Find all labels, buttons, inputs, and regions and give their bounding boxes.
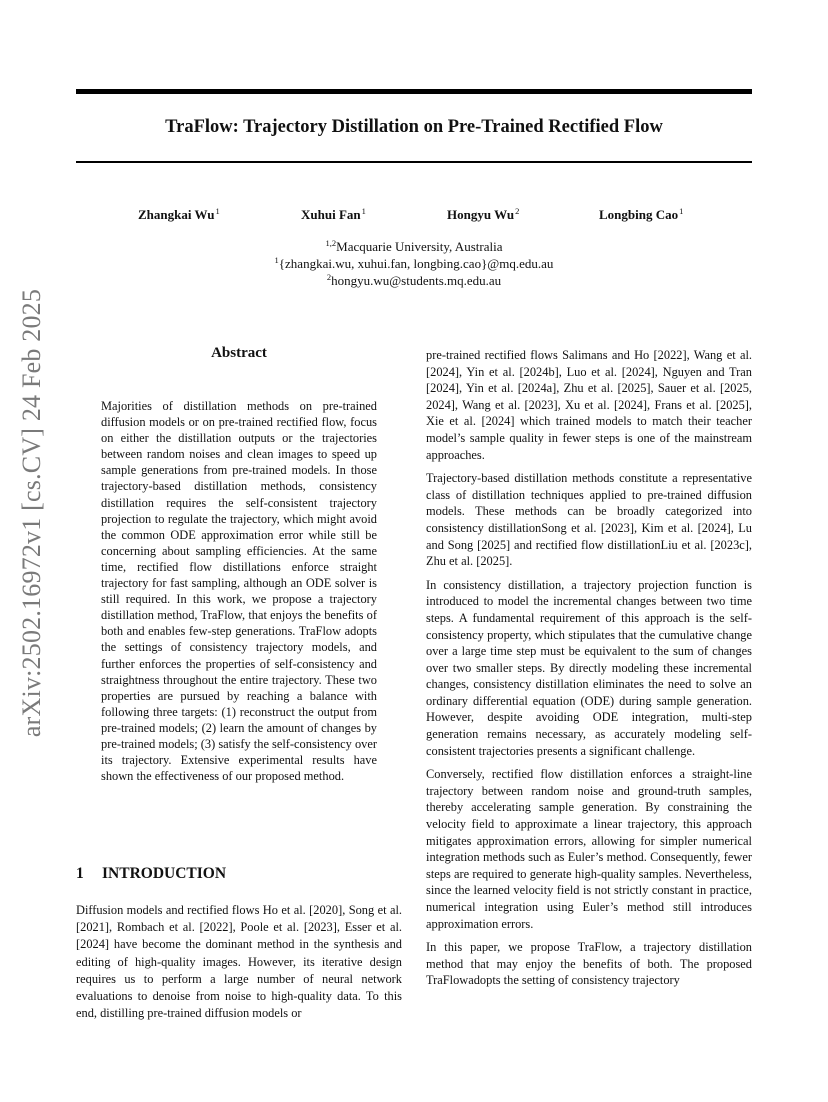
section-title: INTRODUCTION bbox=[102, 865, 227, 882]
author-2 bbox=[301, 206, 366, 223]
abstract-heading: Abstract bbox=[211, 345, 267, 361]
author-1 bbox=[138, 206, 220, 223]
affiliation-1 bbox=[76, 238, 752, 255]
intro-paragraph-1: Diffusion models and rectified flows Ho et al. [2020], Song et al. [2021], Rombach et al. [2022], Poole et al. [2023], Esser et al. [2024] have become the dominant method in the synthesis and editing of high-quality images. However, its iterative design requires us to perform a large number of neural network evaluations to denoise from noise to high-quality data. To this end, distilling pre-trained diffusion models or bbox=[76, 903, 402, 1021]
author-name: Xuhui Fan bbox=[301, 207, 361, 222]
intro-paragraph-trajectory: Trajectory-based distillation methods constitute a representative class of distillation techniques applied to pre-trained diffusion models. These methods can be broadly categorized into consistency distillationSong et al. [2023], Kim et al. [2024], Lu and Song [2025] and rectified flow distillationLiu et al. [2023c], Zhu et al. [2025]. bbox=[426, 471, 752, 569]
author-affil-mark: 2 bbox=[515, 206, 520, 216]
affiliation-mark: 1 bbox=[274, 255, 279, 265]
author-name: Longbing Cao bbox=[599, 207, 679, 222]
affiliation-2 bbox=[76, 255, 752, 272]
intro-paragraph-continued: pre-trained rectified flows Salimans and Ho [2022], Wang et al. [2024], Yin et al. [2024b], Luo et al. [2024], Nguyen and Tran [2024], Yin et al. [2024a], Zhu et al. [2025], Sauer et al. [2025, 2024], Wang et al. [2023], Xu et al. [2024], Frans et al. [2025], Xie et al. [2024] which trained models to match their teacher model’s sample quality in fewer steps is one of the mainstream approaches. bbox=[426, 348, 752, 462]
author-name: Hongyu Wu bbox=[447, 207, 515, 222]
author-name: Zhangkai Wu bbox=[138, 207, 215, 222]
affiliation-text: {zhangkai.wu, xuhui.fan, longbing.cao}@mq.edu.au bbox=[278, 256, 554, 271]
intro-paragraph-proposal: In this paper, we propose TraFlow, a trajectory distillation method that may enjoy the benefits of both. The proposed TraFlowadopts the setting of consistency trajectory bbox=[426, 940, 752, 988]
title-top-rule bbox=[76, 89, 752, 94]
paper-title: TraFlow: Trajectory Distillation on Pre-Trained Rectified Flow bbox=[165, 117, 663, 137]
arxiv-identifier: arXiv:2502.16972v1 [cs.CV] 24 Feb 2025 bbox=[17, 288, 46, 738]
intro-paragraph-consistency: In consistency distillation, a trajectory projection function is introduced to model the incremental changes between two time steps. A fundamental requirement of this approach is the self-consistency property, which stipulates that the cumulative change over a large time step must be equivalent to the sum of changes over two smaller steps. By directly modeling these incremental changes, consistency distillation eliminates the need to solve an ordinary differential equation (ODE) during sample generation. However, despite avoiding ODE integration, multi-step generation remains necessary, as accurately modeling self-consistent trajectories presents a significant challenge. bbox=[426, 577, 752, 758]
section-number: 1 bbox=[76, 865, 84, 882]
author-affil-mark: 1 bbox=[361, 206, 366, 216]
title-bottom-rule bbox=[76, 161, 752, 163]
abstract-text: Majorities of distillation methods on pre-trained diffusion models or on pre-trained rectified flow, focus on either the distillation outputs or the trajectories between random noises and clean images to speed up sample generations from pre-trained models. In those trajectory-based distillation methods, consistency distillation requires the self-consistent trajectory projection to regulate the trajectory, which might avoid the common ODE approximation error while still be concerning about sampling efficiencies. At the same time, rectified flow distillations enforce straight trajectory for fast sampling, although an ODE solver is still required. In this work, we propose a trajectory distillation method, TraFlow, that enjoys the benefits of both and enables few-step generations. TraFlow adopts the settings of consistency trajectory models, and further enforces the properties of self-consistency and straightness throughout the entire trajectory. These two properties are pursued by reaching a balance with following three targets: (1) reconstruct the output from pre-trained models; (2) learn the amount of changes by pre-trained models; (3) satisfy the self-consistency over its trajectory. Extensive experimental results have shown the effectiveness of our proposed method. bbox=[101, 399, 377, 784]
author-affil-mark: 1 bbox=[215, 206, 220, 216]
author-affil-mark: 1 bbox=[679, 206, 684, 216]
author-list bbox=[0, 206, 828, 226]
affiliation-3 bbox=[76, 272, 752, 289]
affiliation-mark: 1,2 bbox=[325, 238, 337, 248]
affiliation-mark: 2 bbox=[326, 272, 332, 282]
author-4 bbox=[599, 206, 683, 223]
section-heading-introduction bbox=[76, 865, 226, 883]
author-3 bbox=[447, 206, 519, 223]
affiliation-text: Macquarie University, Australia bbox=[336, 239, 503, 254]
intro-paragraph-rectified: Conversely, rectified flow distillation enforces a straight-line trajectory between random noise and ground-truth samples, thereby accelerating sample generation. By constraining the velocity field to approximate a linear trajectory, this approach mitigates approximation errors, allowing for simpler numerical integration methods such as Euler’s method. Consequently, fewer steps are required to generate high-quality samples. Nevertheless, since the learned velocity field is not strictly constant in practice, numerical integration using Euler’s method still introduces approximation errors. bbox=[426, 767, 752, 931]
affiliation-text: hongyu.wu@students.mq.edu.au bbox=[331, 273, 502, 288]
right-column bbox=[426, 347, 752, 996]
